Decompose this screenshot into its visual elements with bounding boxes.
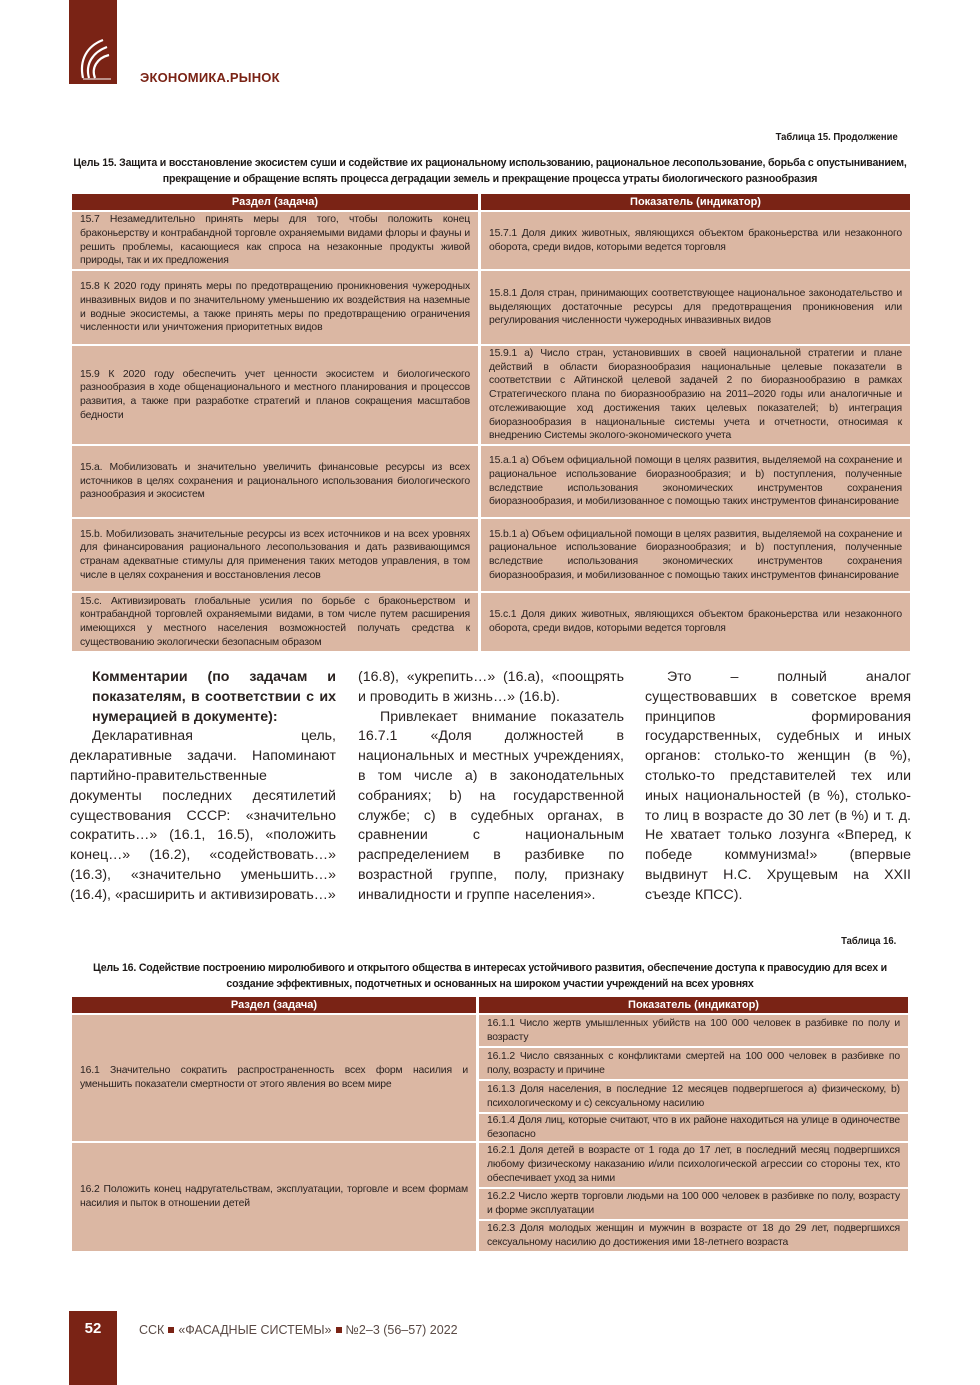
table-cell-task: 15.c. Активизировать глобальные усилия по борьбе с браконьерством и контрабандной торговлей охраняемыми видами, в том числе путем расширения имеющихся у местного населения возможностей получать средства к существованию экологически безопасным образом <box>72 593 478 651</box>
text-column-3 <box>645 668 911 906</box>
table-cell-indicator: 16.1.2 Число связанных с конфликтами смертей на 100 000 человек в разбивке по полу, возрасту и причине <box>479 1048 908 1079</box>
table-cell-task: 15.8 К 2020 году принять меры по предотвращению проникновения чужеродных инвазивных видов и по значительному уменьшению их воздействия на наземные и водные экосистемы, а также принять меры по предотвращению ограничения численности или уничтожения приоритетных видов <box>72 271 478 344</box>
table-cell-task: 15.a. Мобилизовать и значительно увеличить финансовые ресурсы из всех источников в целях сохранения и рационального использования биологического разнообразия и экосистем <box>72 446 478 517</box>
table-cell-indicator: 15.a.1 a) Объем официальной помощи в целях развития, выделяемой на сохранение и рациональное использование биоразнообразия; и b) поступления, полученные вследствие использования экономических инструментов сохранения биоразнообразия, и мобилизованное с помощью таких инструментов финансирование <box>481 446 910 517</box>
table-cell-indicator: 16.2.2 Число жертв торговли людьми на 100 000 человек в разбивке по полу, возрасту и форме эксплуатации <box>479 1189 908 1219</box>
table-cell-indicator: 16.1.1 Число жертв умышленных убийств на 100 000 человек в разбивке по полу и возрасту <box>479 1015 908 1046</box>
table-cell-indicator: 15.c.1 Доля диких животных, являющихся объектом браконьерства или незаконного оборота, среди видов, которыми ведется торговля <box>481 593 910 651</box>
table-cell-indicator: 15.b.1 a) Объем официальной помощи в целях развития, выделяемой на сохранение и рациональное использование биоразнообразия; и b) поступления, полученные вследствие использования экономических инструментов сохранения биоразнообразия, и мобилизованное с помощью таких инструментов финансирование <box>481 519 910 591</box>
table-cell-indicator: 16.2.3 Доля молодых женщин и мужчин в возрасте от 18 до 29 лет, подвергшихся сексуальному насилию до достижения ими 18-летнего возраста <box>479 1221 908 1251</box>
paragraph: Это – полный аналог существовавших в советское время принципов формирования государственных, судебных и иных органов: столько-то женщин (в %), столько-то представителей тех или иных национальностей (в %), столько-то лиц в возрасте до 30 лет (в %) и т. д. Не хватает только лозунга «Вперед, к победе коммунизма!» (впервые выдвинут Н.С. Хрущевым на XXII съезде КПСС). <box>645 669 911 903</box>
table-cell-task: 16.2 Положить конец надругательствам, эксплуатации, торговле и всем формам насилия и пыток в отношении детей <box>72 1143 476 1251</box>
paragraph: (16.8), «укрепить…» (16.a), «поощрять и проводить в жизнь…» (16.b). <box>358 669 624 705</box>
comments-heading: Комментарии (по задачам и показателям, в соответствии с их нумерацией в документе): <box>92 669 336 725</box>
table-cell-indicator: 15.8.1 Доля стран, принимающих соответствующее национальное законодательство и выделяющих достаточные ресурсы для предотвращения проникновения или регулирования численности чужеродных инвазивных видов <box>481 271 910 344</box>
paragraph: Привлекает внимание показатель 16.7.1 «Доля должностей в национальных и местных учреждениях, в том числе a) в законодательных собраниях; b) на государственной службе; c) в судебных органах, в сравнении с национальным распределением в разбивке по возрастной группе, полу, признаку инвалидности и группе населения». <box>358 708 624 903</box>
column-header-task: Раздел (задача) <box>72 997 476 1013</box>
footer-publication <box>139 1323 458 1337</box>
table-cell-indicator: 15.9.1 a) Число стран, установивших в своей национальной стратегии и плане действий в области биоразнообразия национальные целевые показатели в соответствии с Айтинской целевой задачей 2 по биоразнообразию в рамках Стратегического плана по биоразнообразию на 2011–2020 годы или аналогичные и отслеживающие ход достижения таких целевых показателей; b) интеграция биоразнообразия в национальные системы учета и отчетности, относимая к внедрению Системы эколого-экономического учета <box>481 346 910 444</box>
table-goal-title: Цель 15. Защита и восстановление экосистем суши и содействие их рациональному использованию, рациональное лесопользование, борьба с опустыниванием, прекращение и обращение вспять процесса деградации земель и прекращение процесса утраты биологического разнообразия <box>73 157 907 185</box>
footer-journal: «ФАСАДНЫЕ СИСТЕМЫ» <box>178 1323 332 1337</box>
table-cell-task: 15.b. Мобилизовать значительные ресурсы из всех источников и на всех уровнях для финансирования рационального лесопользования и дать развивающимся странам адекватные стимулы для применения таких методов управления, в том числе в целях сохранения и восстановления лесов <box>72 519 478 591</box>
column-header-indicator: Показатель (индикатор) <box>481 194 910 210</box>
table-cell-indicator: 15.7.1 Доля диких животных, являющихся объектом браконьерства или незаконного оборота, среди видов, которыми ведется торговля <box>481 212 910 269</box>
table-cell-indicator: 16.2.1 Доля детей в возрасте от 1 года до 17 лет, в последний месяц подвергшихся любому физическому наказанию и/или психологической агрессии со стороны тех, кто обеспечивает уход за ними <box>479 1143 908 1187</box>
table-cell-indicator: 16.1.4 Доля лиц, которые считают, что в их районе находиться на улице в одиночестве безопасно <box>479 1114 908 1141</box>
square-bullet-icon <box>336 1327 342 1333</box>
header-brand-bar <box>69 0 117 84</box>
table-goal-title: Цель 16. Содействие построению миролюбивого и открытого общества в интересах устойчивого развития, обеспечение доступа к правосудию для всех и создание эффективных, подотчетных и основанных на широком участии учреждений на всех уровнях <box>93 962 887 990</box>
footer-issue: №2–3 (56–57) 2022 <box>345 1323 458 1337</box>
page-number: 52 <box>84 1320 102 1337</box>
paragraph: Декларативная цель, декларативные задачи. Напоминают партийно-правительственные документы последних десятилетий существования СССР: «значительно сократить…» (16.1, 16.5), «положить конец…» (16.2), «содействовать…» (16.3), «значительно уменьшить…» (16.4), «расширить и активизировать…» <box>70 728 336 903</box>
table-cell-task: 15.9 К 2020 году обеспечить учет ценности экосистем и биологического разнообразия в ходе общенационального и местного планирования и процессов развития, а также при разработке стратегий и планов сокращения масштабов бедности <box>72 346 478 444</box>
table-caption: Таблица 15. Продолжение <box>775 131 898 143</box>
column-header-task: Раздел (задача) <box>72 194 478 210</box>
table-cell-task: 15.7 Незамедлительно принять меры для того, чтобы положить конец браконьерству и контрабандной торговле охраняемыми видами флоры и фауны и решить проблемы, касающиеся как спроса на незаконные продукты живой природы, так и их предложения <box>72 212 478 269</box>
table-cell-indicator: 16.1.3 Доля населения, в последние 12 месяцев подвергшегося a) физическому, b) психологическому и c) сексуальному насилию <box>479 1081 908 1112</box>
text-column-2 <box>358 668 624 906</box>
table-cell-task: 16.1 Значительно сократить распространенность всех форм насилия и уменьшить показатели смертности от этого явления во всем мире <box>72 1015 476 1141</box>
logo-icon <box>69 0 117 84</box>
table-caption: Таблица 16. <box>840 935 896 947</box>
section-title: ЭКОНОМИКА.РЫНОК <box>140 70 280 85</box>
column-header-indicator: Показатель (индикатор) <box>479 997 908 1013</box>
square-bullet-icon <box>168 1327 174 1333</box>
text-column-1 <box>70 668 336 906</box>
footer-publisher: ССК <box>139 1323 165 1337</box>
